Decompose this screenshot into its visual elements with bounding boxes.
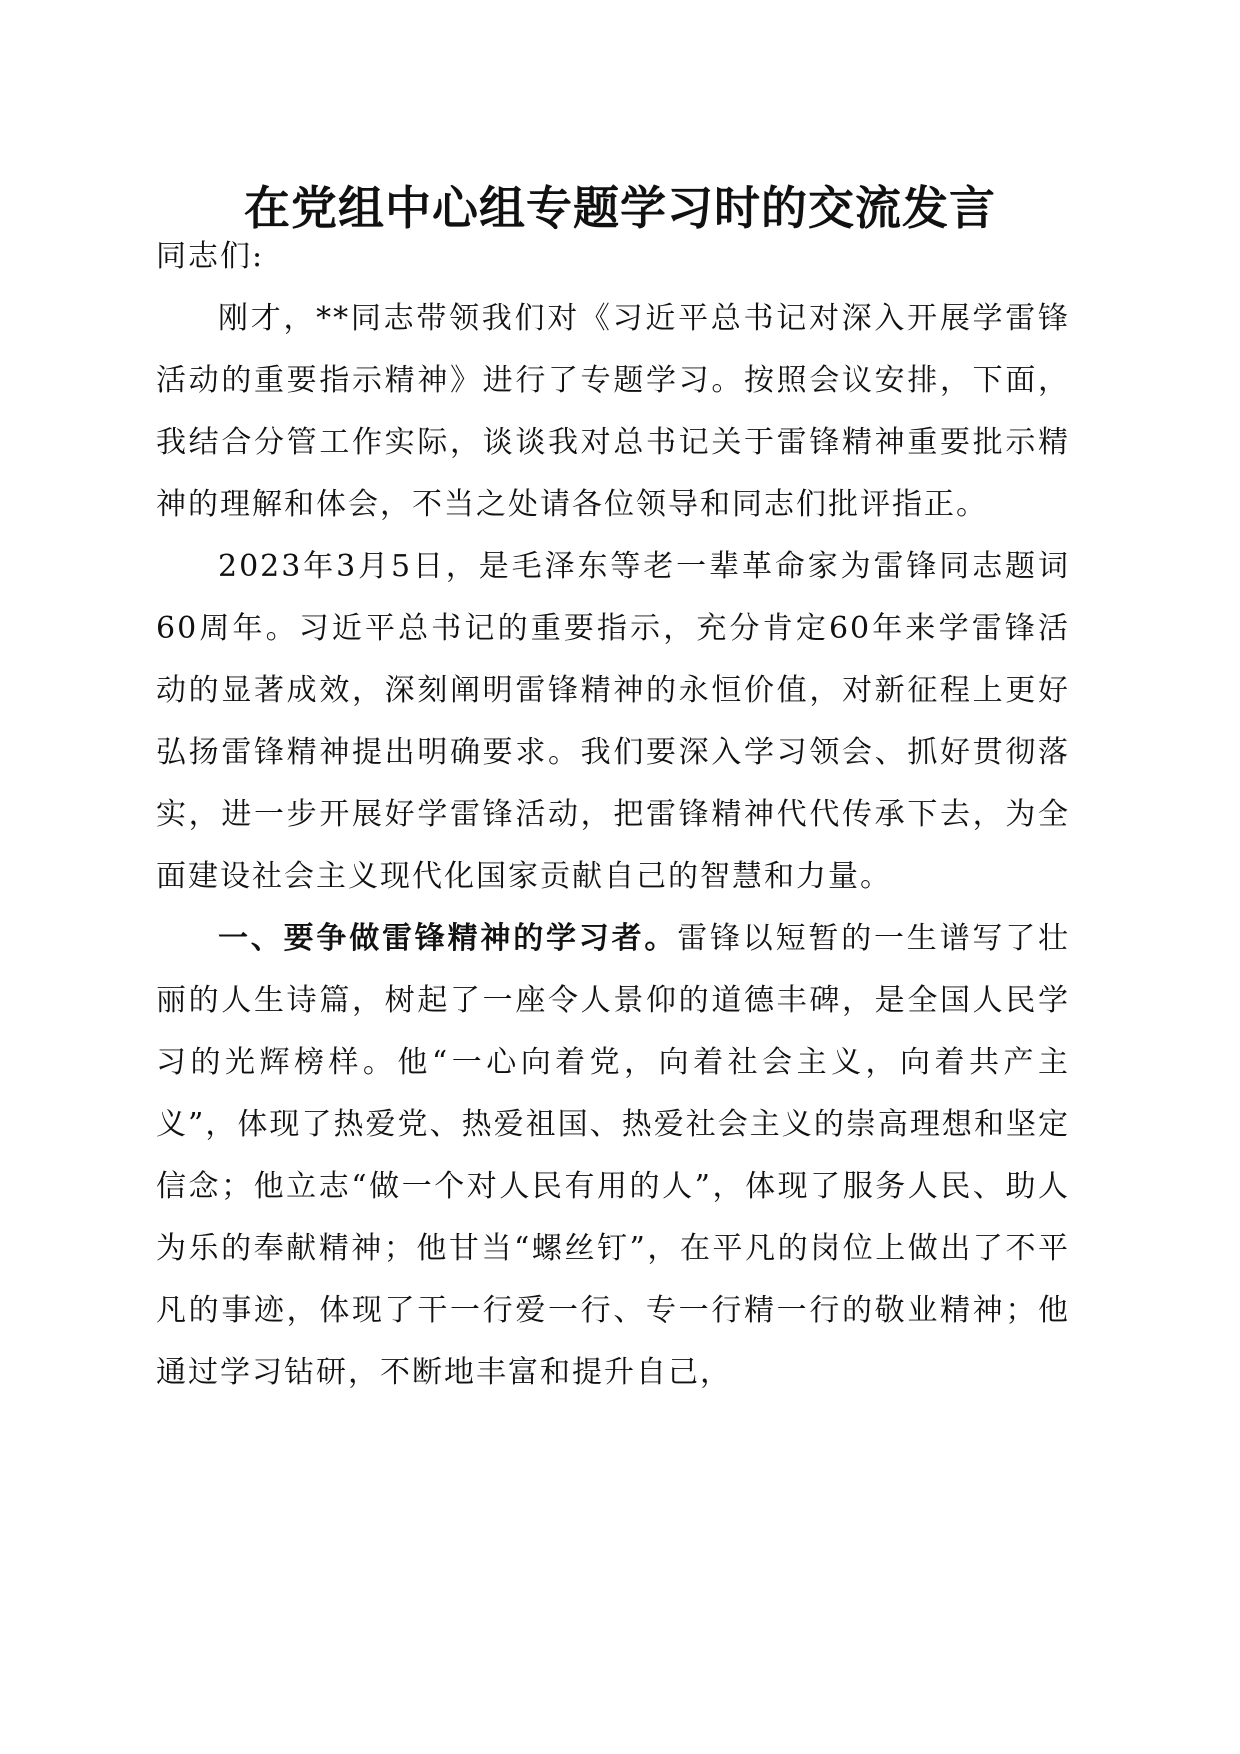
section-1-text: 雷锋以短暂的一生谱写了壮丽的人生诗篇，树起了一座令人景仰的道德丰碑，是全国人民学习的光辉榜样。他“一心向着党，向着社会主义，向着共产主义”，体现了热爱党、热爱祖国、热爱社会主义的崇高理想和坚定信念；他立志“做一个对人民有用的人”，体现了服务人民、助人为乐的奉献精神；他甘当“螺丝钉”，在平凡的岗位上做出了不平凡的事迹，体现了干一行爱一行、专一行精一行的敬业精神；他通过学习钻研，不断地丰富和提升自己，: [156, 921, 1071, 1390]
paragraph-background: 2023年3月5日，是毛泽东等老一辈革命家为雷锋同志题词60周年。习近平总书记的重要指示，充分肯定60年来学雷锋活动的显著成效，深刻阐明雷锋精神的永恒价值，对新征程上更好弘扬雷锋精神提出明确要求。我们要深入学习领会、抓好贯彻落实，进一步开展好学雷锋活动，把雷锋精神代代传承下去，为全面建设社会主义现代化国家贡献自己的智慧和力量。: [156, 549, 1070, 894]
salutation: 同志们:: [156, 239, 265, 274]
document-title: 在党组中心组专题学习时的交流发言: [244, 181, 996, 235]
paragraph-intro: 刚才，**同志带领我们对《习近平总书记对深入开展学雷锋活动的重要指示精神》进行了专题学习。按照会议安排，下面，我结合分管工作实际，谈谈我对总书记关于雷锋精神重要批示精神的理解和体会，不当之处请各位领导和同志们批评指正。: [156, 301, 1070, 522]
paragraph-section-1: [156, 908, 1070, 1404]
document-body: [156, 226, 1070, 1404]
section-1-heading: 一、要争做雷锋精神的学习者。: [218, 921, 678, 956]
